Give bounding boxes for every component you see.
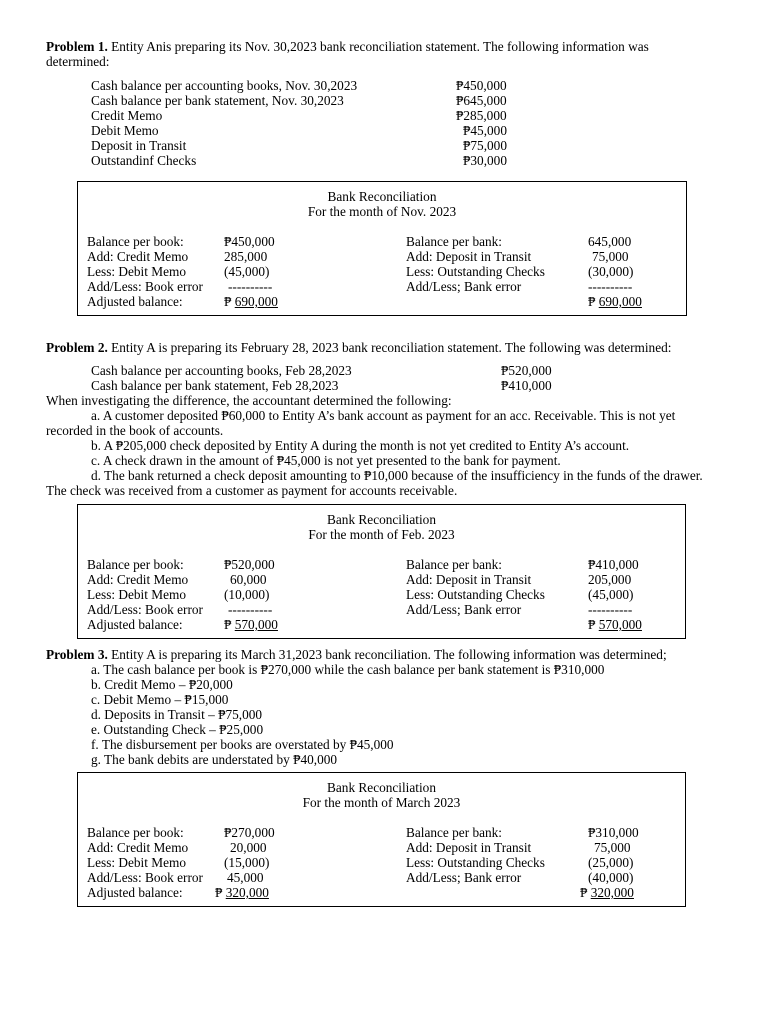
p2-recon-title: Bank Reconciliation (327, 512, 436, 527)
problem-1-title: Problem 1. (46, 39, 108, 54)
book-adjusted-value: 320,000 (225, 885, 269, 900)
p3-note: f. The disbursement per books are overstated by ₱45,000 (91, 737, 394, 752)
p1-item-value: ₱645,000 (456, 93, 507, 108)
book-value: 285,000 (224, 249, 268, 264)
book-label: Balance per book: (87, 557, 184, 572)
p2-recon-subtitle: For the month of Feb. 2023 (308, 527, 455, 542)
bank-adjusted (588, 294, 642, 309)
p3-note: d. Deposits in Transit – ₱75,000 (91, 707, 263, 722)
p3-reconciliation-box (77, 772, 686, 907)
bank-label: Balance per bank: (406, 825, 502, 840)
bank-value: ---------- (588, 279, 633, 294)
book-value: (15,000) (224, 855, 270, 870)
bank-adjusted-symbol: ₱ (580, 885, 588, 900)
book-adjusted-symbol: ₱ (215, 885, 223, 900)
book-label: Adjusted balance: (87, 294, 183, 309)
book-adjusted-value: 690,000 (234, 294, 278, 309)
p1-recon-subtitle: For the month of Nov. 2023 (307, 204, 457, 219)
bank-value: (25,000) (588, 855, 634, 870)
book-value: ---------- (228, 602, 273, 617)
book-value: ₱270,000 (224, 825, 275, 840)
book-label: Balance per book: (87, 234, 184, 249)
bank-adjusted-value: 690,000 (598, 294, 642, 309)
book-adjusted (224, 294, 278, 309)
p1-item-label: Deposit in Transit (91, 138, 187, 153)
p1-reconciliation-box (77, 181, 687, 316)
p1-item-label: Cash balance per bank statement, Nov. 30,2023 (91, 93, 344, 108)
p3-note: g. The bank debits are understated by ₱40,000 (91, 752, 338, 767)
bank-adjusted-symbol: ₱ (588, 294, 596, 309)
bank-label: Add/Less; Bank error (406, 279, 522, 294)
bank-adjusted-symbol: ₱ (588, 617, 596, 632)
p1-item-value: ₱30,000 (463, 153, 507, 168)
bank-label: Less: Outstanding Checks (406, 264, 545, 279)
bank-label: Less: Outstanding Checks (406, 587, 545, 602)
problem-1-intro-text: Entity Anis preparing its Nov. 30,2023 bank reconciliation statement. The following information was determined: (46, 39, 649, 69)
p2-reconciliation-box (77, 504, 686, 639)
problem-3-intro (46, 647, 708, 662)
book-label: Adjusted balance: (87, 885, 183, 900)
bank-adjusted-value: 570,000 (598, 617, 642, 632)
bank-adjusted-value: 320,000 (590, 885, 634, 900)
bank-adjusted (580, 885, 634, 900)
bank-label: Add/Less; Bank error (406, 602, 522, 617)
problem-3-title: Problem 3. (46, 647, 108, 662)
p1-item-value: ₱285,000 (456, 108, 507, 123)
bank-value: (30,000) (588, 264, 634, 279)
p2-note: d. The bank returned a check deposit amounting to ₱10,000 because of the insufficiency in the funds of the drawer. The check was received from a customer as payment for accounts receivable. (46, 468, 703, 498)
book-value: 20,000 (230, 840, 267, 855)
p3-note: b. Credit Memo – ₱20,000 (91, 677, 233, 692)
book-label: Add: Credit Memo (87, 840, 189, 855)
book-label: Less: Debit Memo (87, 587, 186, 602)
book-label: Add: Credit Memo (87, 249, 189, 264)
p1-item-value: ₱75,000 (463, 138, 507, 153)
p2-item-value: ₱410,000 (501, 378, 552, 393)
p3-note: a. The cash balance per book is ₱270,000 while the cash balance per bank statement is ₱310,000 (91, 662, 605, 677)
book-label: Add/Less: Book error (87, 602, 203, 617)
book-value: ---------- (228, 279, 273, 294)
book-adjusted-symbol: ₱ (224, 294, 232, 309)
book-value: 60,000 (230, 572, 267, 587)
book-value: (45,000) (224, 264, 270, 279)
p1-item-label: Credit Memo (91, 108, 163, 123)
p1-item-label: Cash balance per accounting books, Nov. 30,2023 (91, 78, 358, 93)
p3-note: e. Outstanding Check – ₱25,000 (91, 722, 264, 737)
bank-label: Less: Outstanding Checks (406, 855, 545, 870)
bank-value: ₱310,000 (588, 825, 639, 840)
p2-note: b. A ₱205,000 check deposited by Entity A during the month is not yet credited to Entity A’s account. (91, 438, 630, 453)
book-label: Add/Less: Book error (87, 279, 203, 294)
bank-label: Add: Deposit in Transit (406, 572, 532, 587)
bank-label: Add: Deposit in Transit (406, 249, 532, 264)
p2-item-label: Cash balance per bank statement, Feb 28,2023 (91, 378, 339, 393)
p1-item-label: Outstandinf Checks (91, 153, 197, 168)
book-value: 45,000 (227, 870, 264, 885)
bank-value: ₱410,000 (588, 557, 639, 572)
book-value: ₱450,000 (224, 234, 275, 249)
problem-1-intro (46, 39, 708, 69)
book-adjusted (215, 885, 269, 900)
bank-value: 75,000 (592, 249, 629, 264)
bank-adjusted (588, 617, 642, 632)
p3-recon-subtitle: For the month of March 2023 (302, 795, 461, 810)
book-adjusted-value: 570,000 (234, 617, 278, 632)
problem-2-intro (46, 340, 708, 355)
book-label: Add/Less: Book error (87, 870, 203, 885)
p3-note: c. Debit Memo – ₱15,000 (91, 692, 229, 707)
bank-label: Balance per bank: (406, 557, 502, 572)
bank-value: (45,000) (588, 587, 634, 602)
bank-value: 645,000 (588, 234, 632, 249)
p1-item-value: ₱45,000 (463, 123, 507, 138)
p2-note: c. A check drawn in the amount of ₱45,000 is not yet presented to the bank for payment. (91, 453, 561, 468)
book-adjusted (224, 617, 278, 632)
bank-label: Add/Less; Bank error (406, 870, 522, 885)
bank-label: Balance per bank: (406, 234, 502, 249)
bank-value: 75,000 (594, 840, 631, 855)
bank-value: 205,000 (588, 572, 632, 587)
p1-recon-title: Bank Reconciliation (327, 189, 437, 204)
book-label: Less: Debit Memo (87, 855, 186, 870)
p3-recon-title: Bank Reconciliation (327, 780, 436, 795)
bank-value: (40,000) (588, 870, 634, 885)
book-value: (10,000) (224, 587, 270, 602)
p1-item-label: Debit Memo (91, 123, 159, 138)
bank-value: ---------- (588, 602, 633, 617)
p2-note: a. A customer deposited ₱60,000 to Entity A’s bank account as payment for an acc. Receivable. This is not yet recorded in the book of accounts. (46, 408, 676, 438)
problem-2-intro-text: Entity A is preparing its February 28, 2023 bank reconciliation statement. The following was determined: (111, 340, 672, 355)
p2-item-value: ₱520,000 (501, 363, 552, 378)
book-label: Adjusted balance: (87, 617, 183, 632)
p2-investigation-text: When investigating the difference, the accountant determined the following: (46, 393, 452, 408)
book-label: Balance per book: (87, 825, 184, 840)
bank-label: Add: Deposit in Transit (406, 840, 532, 855)
book-value: ₱520,000 (224, 557, 275, 572)
p1-item-value: ₱450,000 (456, 78, 507, 93)
book-adjusted-symbol: ₱ (224, 617, 232, 632)
problem-3-intro-text: Entity A is preparing its March 31,2023 bank reconciliation. The following information was determined; (111, 647, 667, 662)
problem-2-title: Problem 2. (46, 340, 108, 355)
book-label: Less: Debit Memo (87, 264, 186, 279)
book-label: Add: Credit Memo (87, 572, 189, 587)
p2-item-label: Cash balance per accounting books, Feb 28,2023 (91, 363, 352, 378)
